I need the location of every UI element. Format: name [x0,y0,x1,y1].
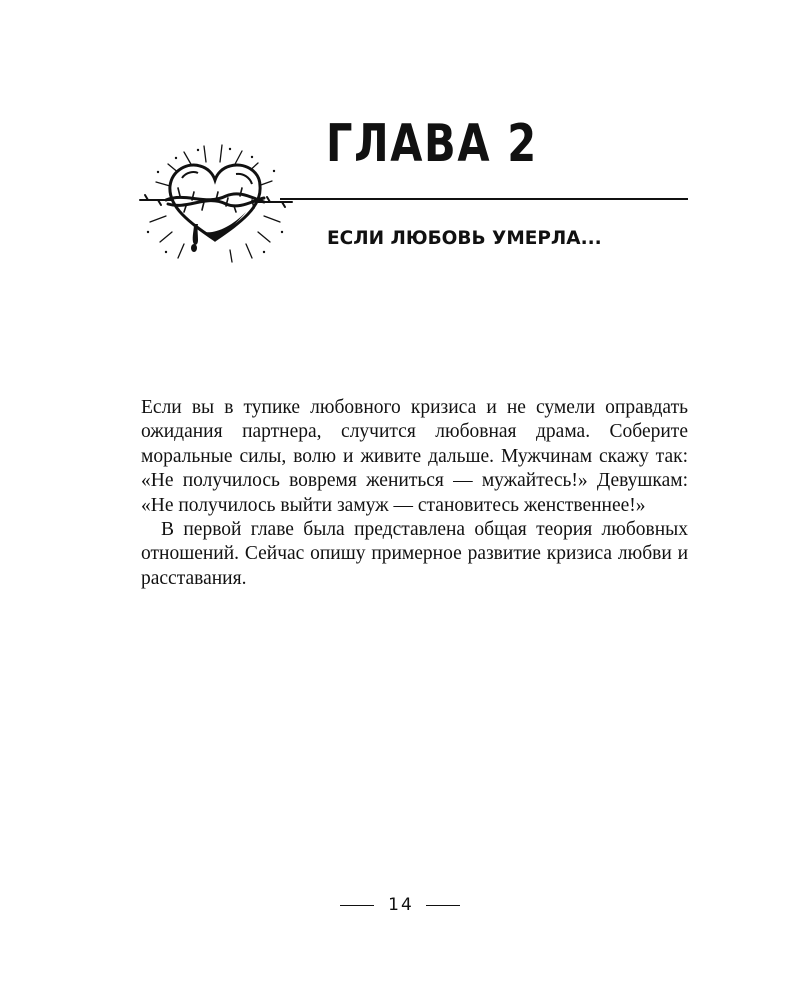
chapter-title: ГЛАВА 2 [326,114,538,174]
footer-dash-right [426,905,460,906]
chapter-subtitle: ЕСЛИ ЛЮБОВЬ УМЕРЛА... [327,228,602,249]
paragraph-1: Если вы в тупике любовного кризиса и не сумели оправдать ожидания партнера, случится любовная драма. Соберите моральные силы, волю и живите дальше. Мужчинам скажу так: «Не получилось вовремя жениться — мужайтесь!» Девушкам: «Не получилось выйти замуж — становитесь женственнее!» [141,397,688,516]
page-number: 14 [388,895,414,915]
page-footer [0,893,800,917]
footer-dash-left [340,905,374,906]
body-text [141,396,688,591]
chapter-divider [280,198,688,200]
paragraph-2: В первой главе была представлена общая теория любовных отношений. Сейчас опишу примерное развитие кризиса любви и расставания. [141,519,688,589]
heart-with-thorns-icon [136,140,296,266]
